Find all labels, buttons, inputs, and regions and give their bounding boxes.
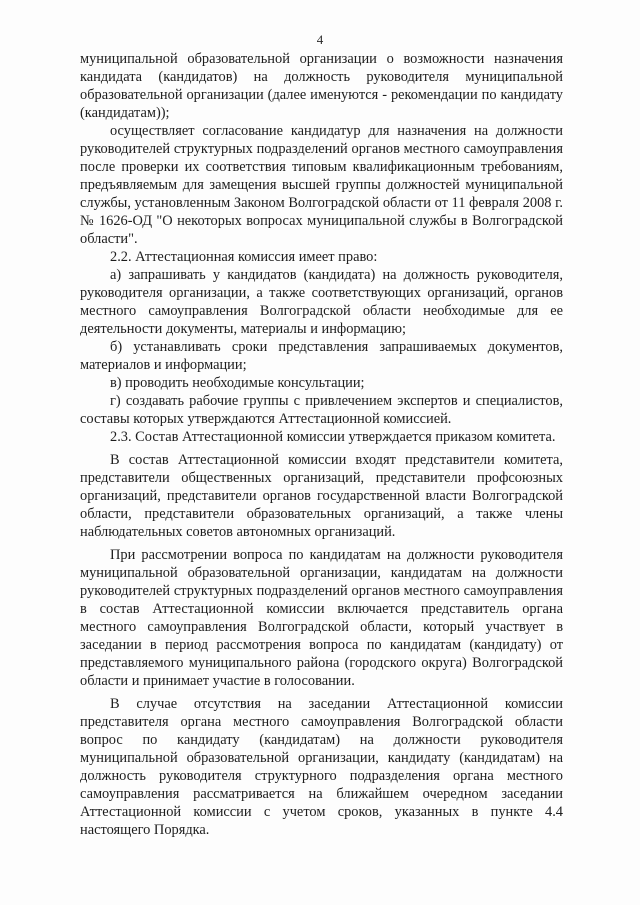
paragraph-commission-composition: В состав Аттестационной комиссии входят представители комитета, представители общественных организаций, представители профсоюзных организаций, представители органов государственной власти Волгоградской области, представители образовательных организаций, а также члены наблюдательных советов автономных организаций.	[80, 452, 563, 540]
paragraph-local-representative: При рассмотрении вопроса по кандидатам на должности руководителя муниципальной образовательной организации, кандидатам на должности руководителей структурных подразделений органов местного самоуправления в состав Аттестационной комиссии включается представитель органа местного самоуправления Волгоградской области, который участвует в заседании в период рассмотрения вопроса по кандидатам (кандидату) от представляемого муниципального района (городского округа) Волгоградской области и принимает участие в голосовании.	[80, 547, 563, 689]
paragraph-section-2-3: 2.3. Состав Аттестационной комиссии утверждается приказом комитета.	[110, 429, 556, 445]
paragraph-recommendations: муниципальной образовательной организации о возможности назначения кандидата (кандидатов) на должность руководителя муниципальной образовательной организации (далее именуются - рекомендации по кандидату (кандидатам));	[80, 51, 563, 121]
page-number: 4	[316, 32, 324, 47]
paragraph-item-g: г) создавать рабочие группы с привлечением экспертов и специалистов, составы которых утверждаются Аттестационной комиссией.	[80, 393, 563, 427]
paragraph-item-a: а) запрашивать у кандидатов (кандидата) на должность руководителя, руководителя организации, а также соответствующих организаций, органов местного самоуправления Волгоградской области необходимые для ее деятельности документы, материалы и информацию;	[80, 267, 563, 337]
paragraph-absence-of-representative: В случае отсутствия на заседании Аттестационной комиссии представителя органа местного самоуправления Волгоградской области вопрос по кандидату (кандидатам) на должности руководителя муниципальной образовательной организации, кандидату (кандидатам) на должность руководителя структурного подразделения органа местного самоуправления рассматривается на ближайшем очередном заседании Аттестационной комиссии с учетом сроков, указанных в пункте 4.4 настоящего Порядка.	[80, 696, 563, 838]
document-body	[80, 50, 563, 839]
paragraph-item-b: б) устанавливать сроки представления запрашиваемых документов, материалов и информации;	[80, 339, 563, 373]
paragraph-section-2-2: 2.2. Аттестационная комиссия имеет право:	[110, 249, 378, 265]
paragraph-item-v: в) проводить необходимые консультации;	[110, 375, 365, 391]
paragraph-approval-of-candidates: осуществляет согласование кандидатур для назначения на должности руководителей структурных подразделений органов местного самоуправления после проверки их соответствия типовым квалификационным требованиям, предъявляемым для замещения высшей группы должностей муниципальной службы, установленным Законом Волгоградской области от 11 февраля 2008 г. № 1626-ОД "О некоторых вопросах муниципальной службы в Волгоградской области".	[80, 123, 563, 247]
